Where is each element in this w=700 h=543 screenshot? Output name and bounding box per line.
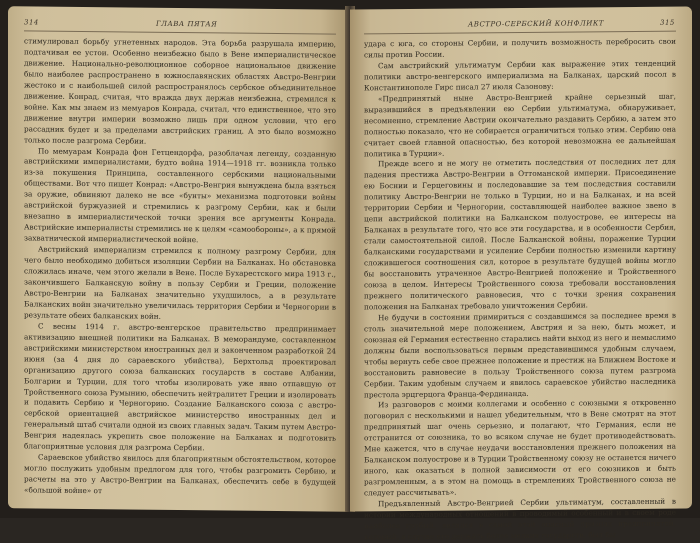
left-page-number: 314 (24, 18, 39, 27)
right-paragraph: «Предпринятый ныне Австро-Венгрией крайне серьезный шаг, выразившийся в предъявлении ею Сербии ультиматума, обнаруживает, несомненно, стремление Австрии окончательно раздавить Сербию, а затем это полностью показало, что не собирается ограничиться только этим. Сербию она считает своей главной опасностью, без которой невозможна ее дальнейшая политика в Турции». (364, 91, 676, 158)
right-paragraph: Из разговоров с моими коллегами и особенно с союзными я откровенно поговорил с несколькими и нашел убедительным, что в Вене смотрят на этот предпринятый шаг очень серьезно, и полагают, что Германия, если не отстранится от союзника, то во всяком случае не будет противодействовать. Мне кажется, что в случае неудачи восстановления прежнего положения на Балканском полуострове и в Турции Тройственному союзу не останется ничего иного, как оказаться в полной зависимости от его союзников и быть разгромленным, а в этом на помощь в стремлениях Тройственного союза не следует рассчитывать». (364, 398, 676, 498)
right-body-text (364, 37, 676, 543)
right-page (350, 7, 692, 542)
right-paragraph: удара с юга, со стороны Сербии, и получить возможность перебросить свои силы против России. (364, 36, 676, 60)
right-paragraph: Прежде всего и не могу не отметить последствия от последних лет для падения престижа Австро-Венгрии в Оттоманской империи. Присоединение ею Боснии и Герцеговины и последовавшие за тем последствия составили политику Австро-Венгрии не только в Турции, но и на Балканах, и на всей территории Сербии и Черногории, составляющей наиболее важное звено в цепи австрийской политики на Балканском полуострове, ее интересы на Балканах в результате того, что все эти государства, и в особенности Сербия, стали самостоятельной силой. После Балканской войны, поражение Турции балканскими государствами и усиление Сербии полностью изменили картину сложившегося соотношения сил, которое в результате будущей войны могло бы восстановить утраченное Австро-Венгрией положение и Тройственного союза в целом. Интересы Тройственного союза требовали восстановления прежнего политического равновесия, что с точки зрения сохранения положения на Балканах требовало уничтожения Сербии. (364, 157, 676, 312)
right-header-rule (364, 31, 676, 35)
left-page (8, 6, 348, 512)
right-paragraph: Сам австрийский ультиматум Сербии как выражение этих тенденций политики австро-венгерского империализма на Балканах, царский посол в Константинополе Гирс писал 27 июля Сазонову: (364, 58, 676, 93)
left-paragraph: По мемуарам Конрада фон Гетцендорфа, разоблачая легенду, созданную австрийскими империалистами, будто война 1914—1918 гг. возникла только из-за покушения Принципа, составленного сербскими национальными обществами. Вот что пишет Конрад: «Австро-Венгрия вынуждена была взяться за оружие, обвиняют далеко не все «бунты» механизма подготовки войны австрийской буржуазией и стремились к разгрому Сербии, как и были внезапно в империалистической точки зрения все аргументы Конрада. Австрийские империалисты стремились не к целям «самообороны», а к прямой захватнической империалистической войне. (24, 146, 336, 245)
right-running-head: АВСТРО-СЕРБСКИЙ КОНФЛИКТ (468, 19, 604, 29)
left-paragraph: С весны 1914 г. австро-венгерское правительство предпринимает активизацию внешней политики на Балканах. В меморандуме, составленном австрийскими министерством иностранных дел и законченном разработкой 24 июня (за 4 дня до сараевского убийства), Берхтольд проектировал организацию другого союза балканских государств в составе Албании, Болгарии и Турции, для того чтобы изолировать уже явно отпавшую от Тройственного союза Румынию, обеспечить нейтралитет Греции и изолировать и подавить Сербию и Черногорию. Создание Балканского союза с австро-сербской ориентацией австрийское министерство иностранных дел и генеральный штаб считали одной из своих главных задач. Таким путем Австро-Венгрия надеялась укрепить свое положение на Балканах и подготовить благоприятные условия для разгрома Сербии. (24, 321, 336, 453)
left-paragraph: стимулировал борьбу угнетенных народов. Эта борьба разрушала империю, подтачивая ее устои. Особенно неизбежно было в Вене империалистическое движение. Национально-революционное соборное национальное движение было наиболее распространено в южнославянских областях Австро-Венгрии жестоко и с наибольшей силой распространялось сербское объединительное движение. Конрад, считая, что вражда двух держав неизбежна, стремился к войне. Как мы знаем из мемуаров Конрада, считал, что единственное, что это движение внутри империи возможно лишь при одном условии, что его рассадник будет и за пределами австрийских границ. А это было возможно только после разгрома Сербии. (24, 36, 336, 146)
right-page-number: 315 (660, 18, 675, 27)
left-paragraph: Сараевское убийство явилось для благоприятным обстоятельством, которое могло послужить удобным предлогом для того, чтобы разгромить Сербию, и расчеты на это у Австро-Венгрии на Балканах, обеспечить себе в будущей «большой войне» от (24, 452, 336, 496)
right-paragraph: Предъявленный Австро-Венгрией Сербии ультиматум, составленный в истории международных отношений в проводимый особенный и в своем роде наиболее грубый, являлся в самой этой опасный признак предпринятой, который, в случае его держать более мелких государств, был бы (364, 496, 676, 542)
left-paragraph: Австрийский империализм стремился к полному разгрому Сербии, для чего было необходимо добиться изоляции Сербии на Балканах. Но обстановка сложилась иначе, чем этого желали в Вене. После Бухарестского мира 1913 г., закончившего Балканскую войну в пользу Сербии и Греции, положение Австро-Венгрии на Балканах значительно ухудшилось, а в результате Балканских войн значительно увеличилась территория Сербии и Черногории в результате обеих балканских войн. (24, 244, 336, 321)
left-header-rule (24, 30, 336, 34)
left-body-text (24, 36, 336, 499)
left-running-head: ГЛАВА ПЯТАЯ (156, 19, 218, 29)
right-paragraph: Не будучи в состоянии примириться с создавшимся за последнее время в столь значительной мере положением, Австрия и за нею, быть может, и союзная ей Германия естественно старались найти выход из него и немыслимо должны были воспользоваться первым представившимся удобным случаем, чтобы вернуть себе свое прежнее положение и престиж на Ближнем Востоке и восстановить равновесие в пользу Тройственного союза путем разгрома Сербии. Таким удобным случаем и явилось сараевское убийство наследника престола эрцгерцога Франца-Фердинанда. (364, 310, 676, 399)
